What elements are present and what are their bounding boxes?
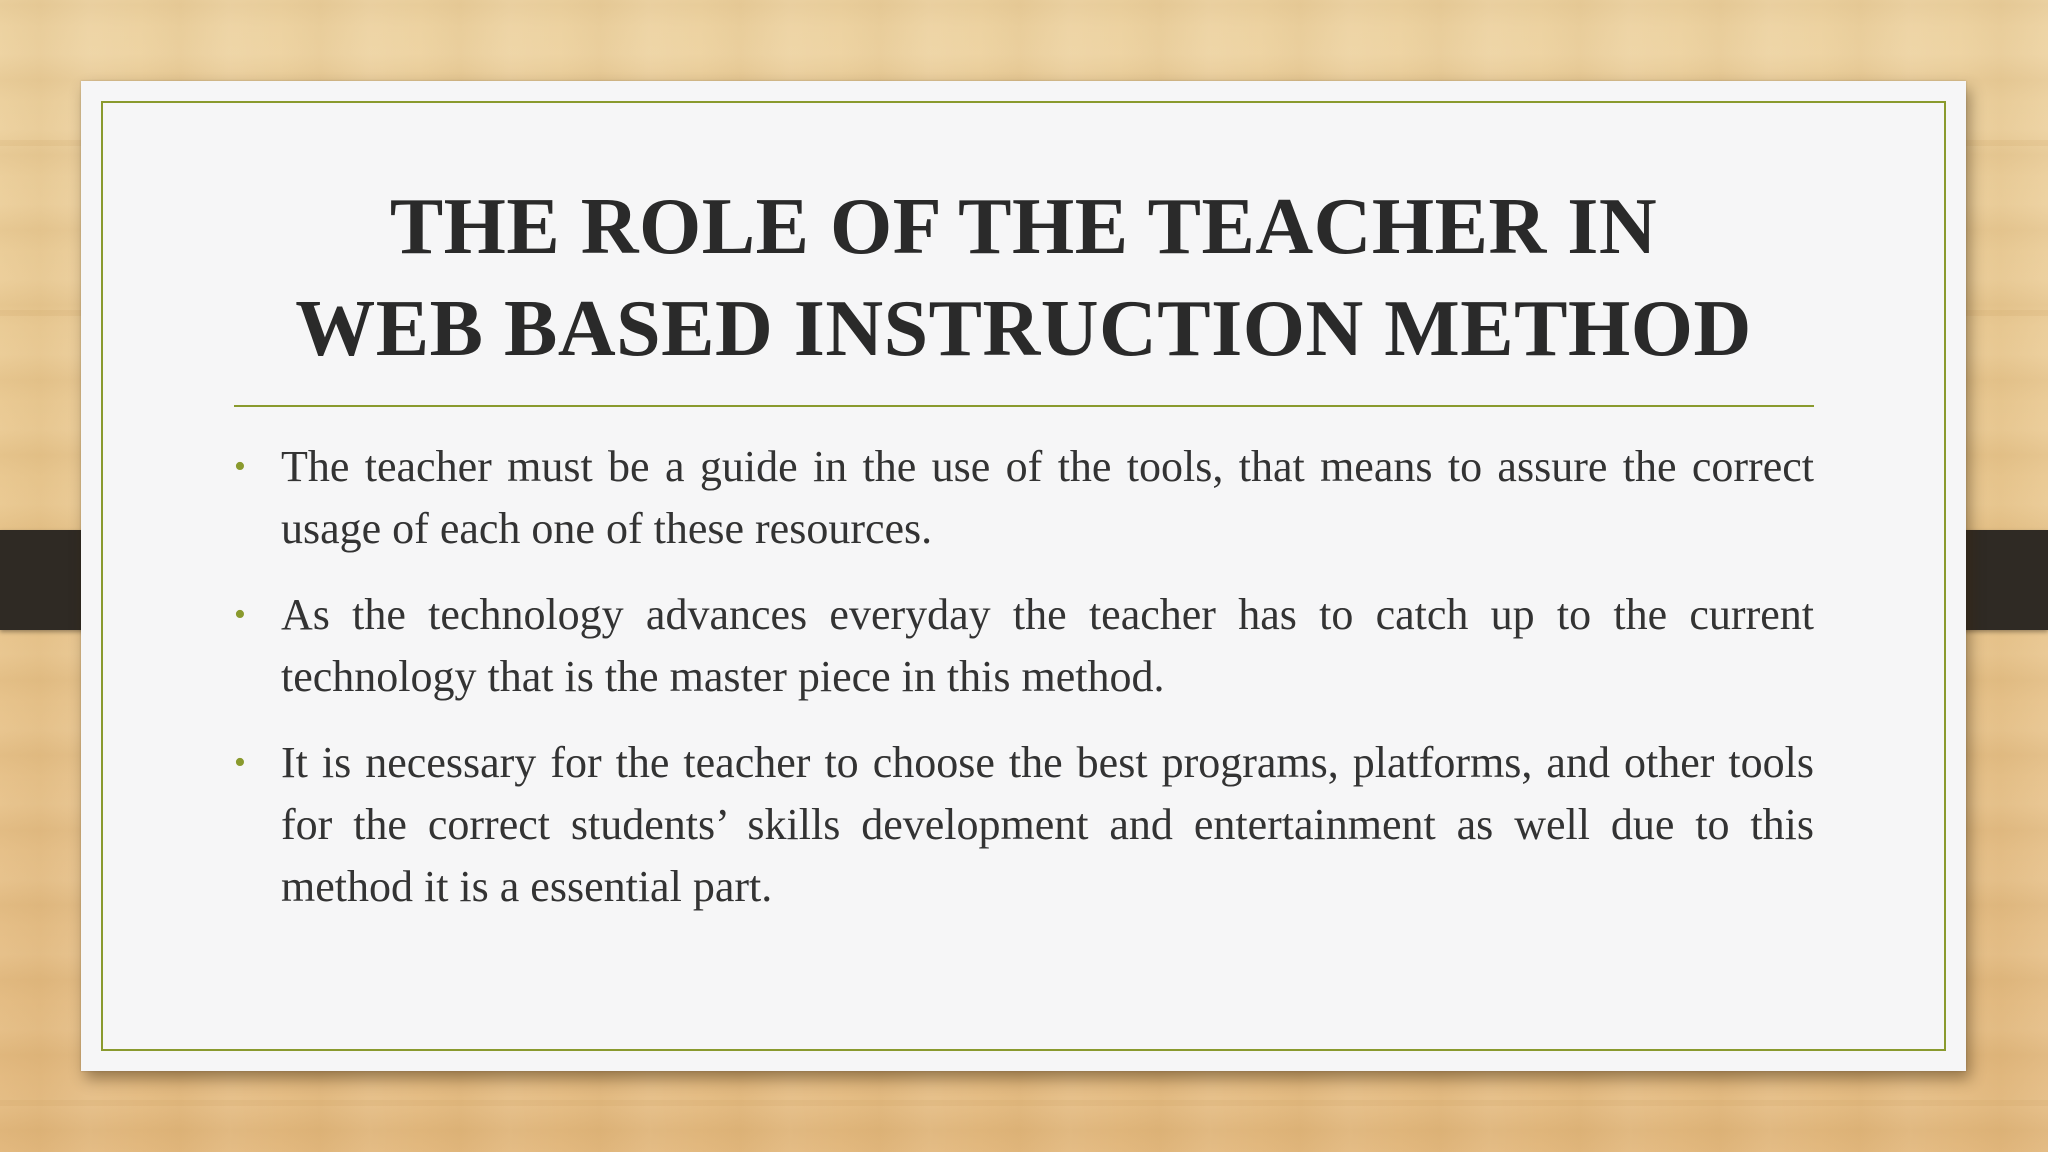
bullet-text: The teacher must be a guide in the use of the tools, that means to assure the correct usage of each one of these resources.: [281, 442, 1814, 553]
slide-card: [81, 81, 1966, 1071]
bullet-list: [234, 436, 1814, 942]
bullet-icon: •: [234, 744, 246, 781]
bullet-item: [234, 584, 1814, 708]
title-line-2: WEB BASED INSTRUCTION METHOD: [295, 285, 1752, 373]
bullet-icon: •: [234, 596, 246, 633]
wood-grain: [0, 1100, 2048, 1106]
bullet-text: As the technology advances everyday the teacher has to catch up to the current technology that is the master piece in this method.: [281, 590, 1814, 701]
slide-title: [181, 176, 1866, 380]
bullet-item: [234, 436, 1814, 560]
title-divider: [234, 405, 1814, 407]
bullet-text: It is necessary for the teacher to choose the best programs, platforms, and other tools for the correct students’ skills development and entertainment as well due to this method it is a essential part.: [281, 738, 1814, 911]
bullet-icon: •: [234, 448, 246, 485]
title-line-1: THE ROLE OF THE TEACHER IN: [389, 183, 1658, 271]
bullet-item: [234, 732, 1814, 918]
